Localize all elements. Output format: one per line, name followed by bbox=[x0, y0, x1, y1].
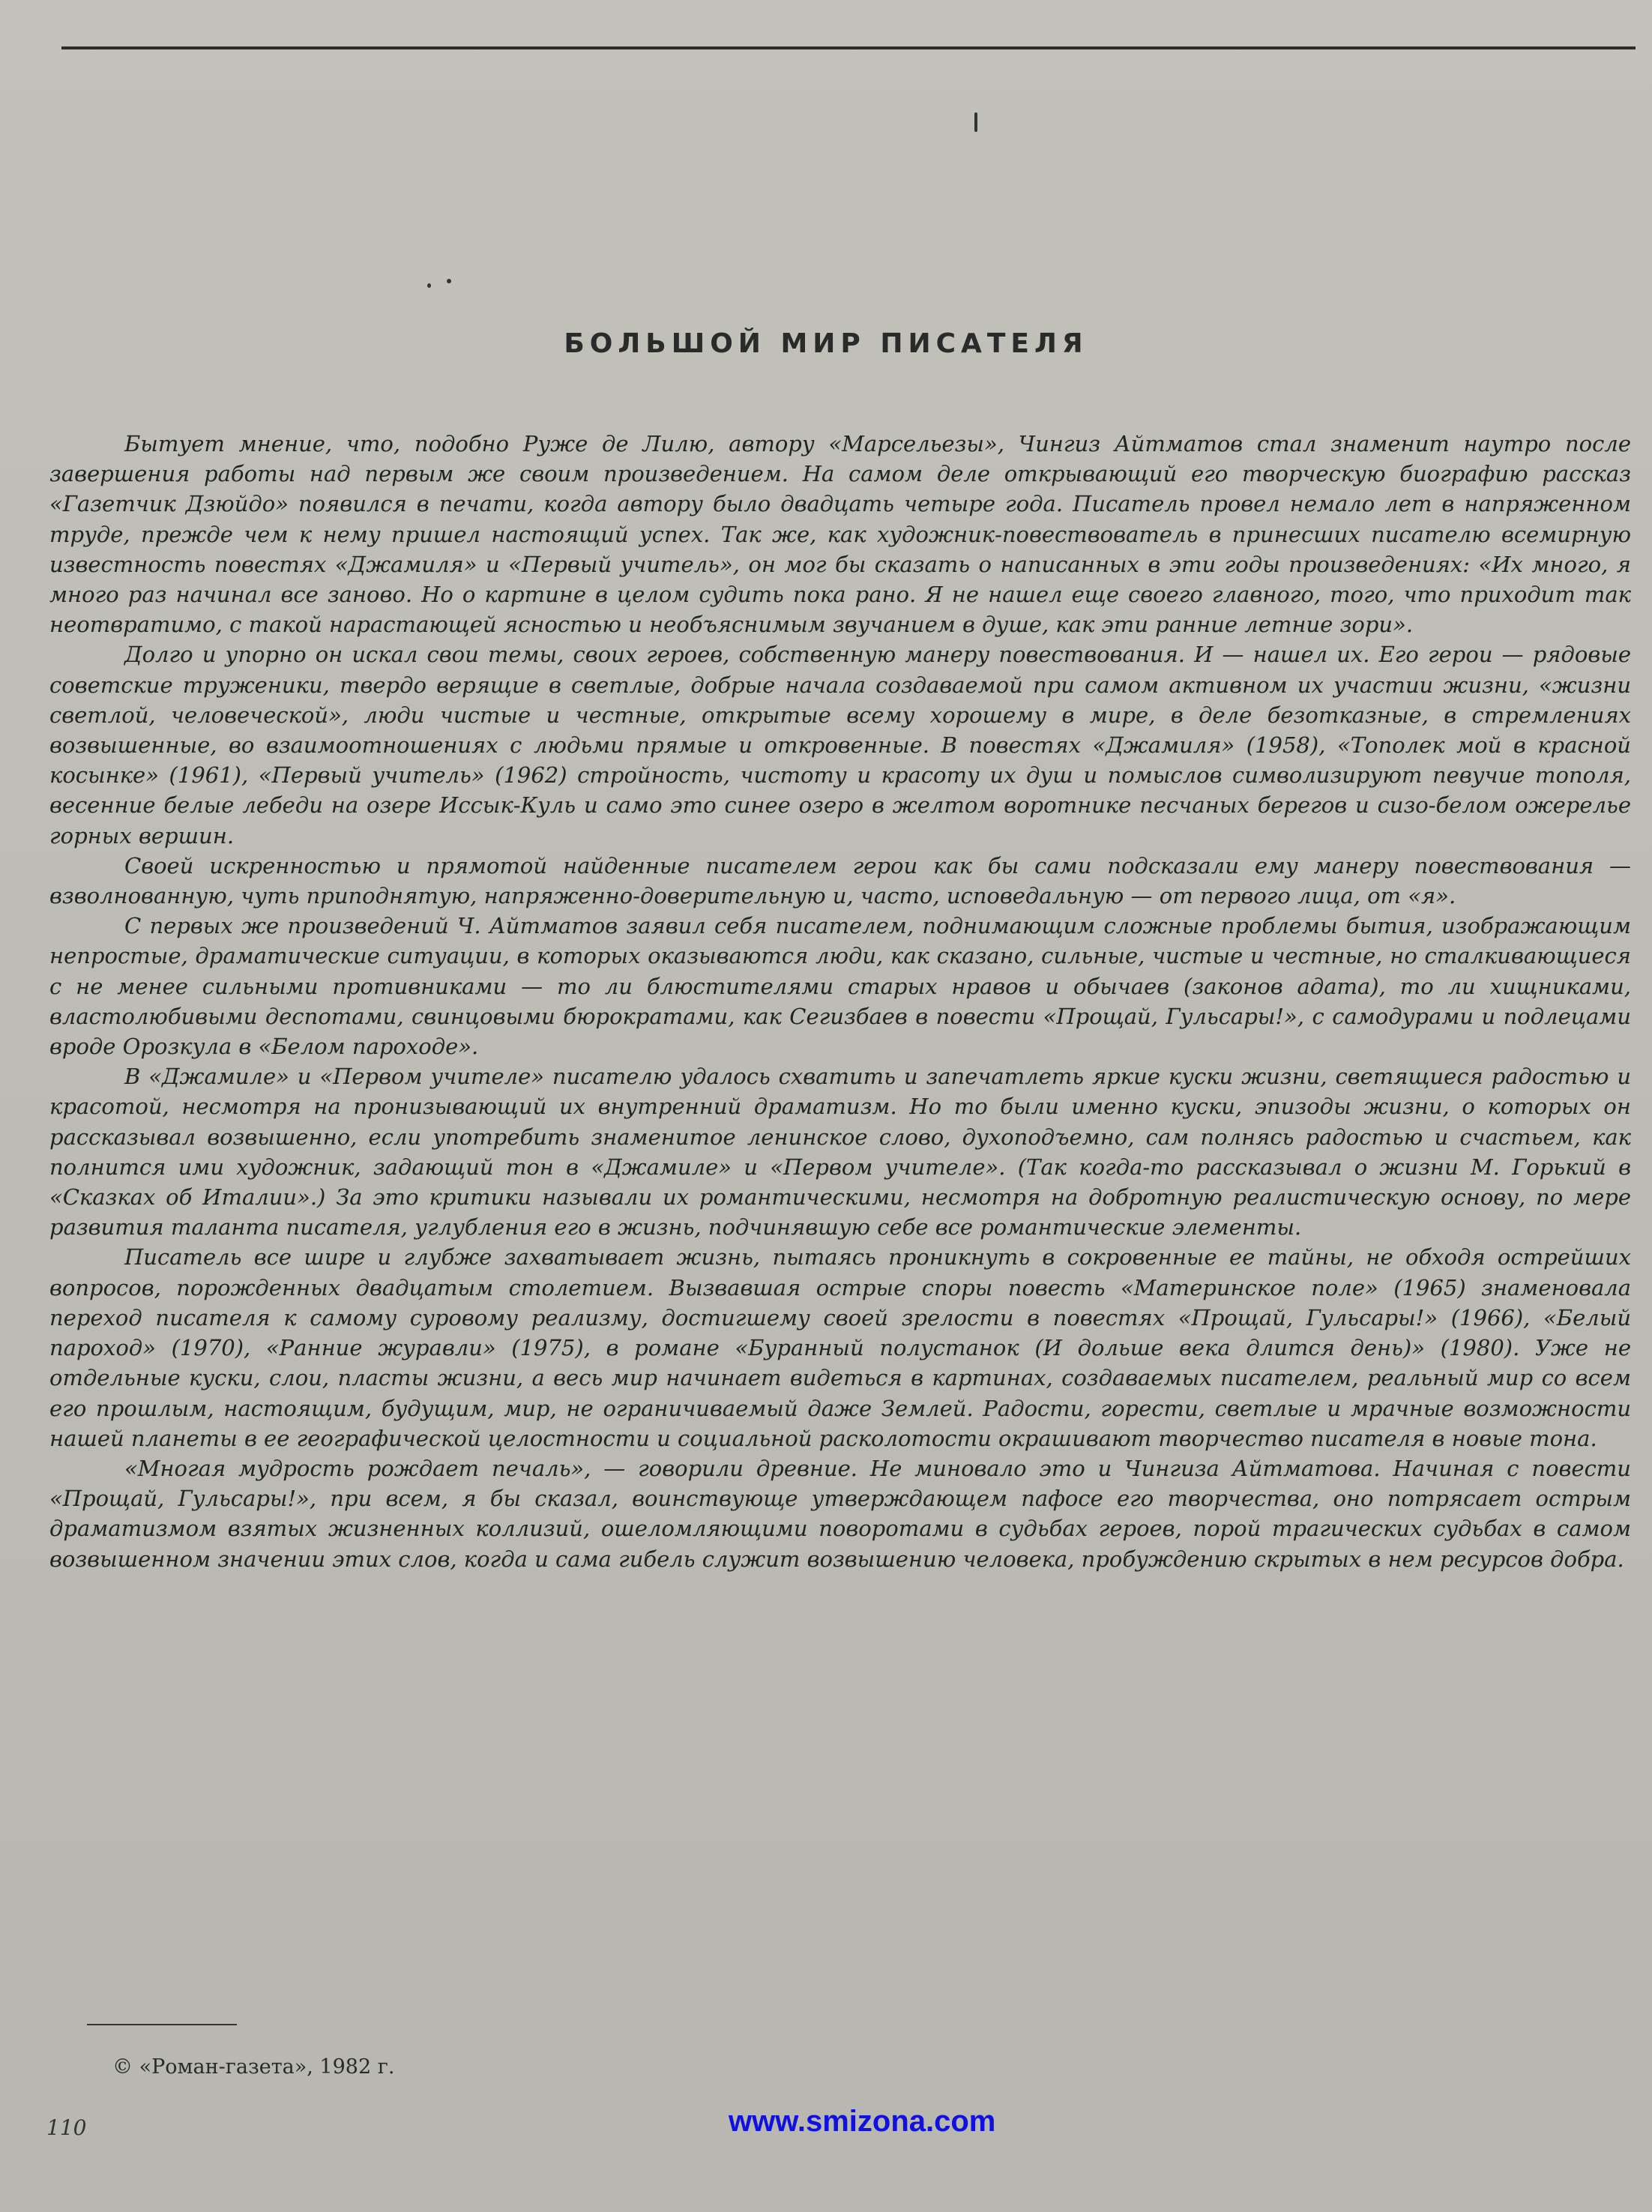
article-paragraph: В «Джамиле» и «Первом учителе» писателю удалось схватить и запечатлеть яркие куски жизни, светящиеся радостью и красотой, несмотря на пронизывающий их внутренний драматизм. Но то были именно куски, эпизоды жизни, о которых он рассказывал возвышенно, если употребить знаменитое ленинское слово, духоподъемно, сам полнясь радостью и счастьем, как полнится ими художник, задающий тон в «Джамиле» и «Первом учителе». (Так когда-то рассказывал о жизни М. Горький в «Сказках об Италии».) За это критики называли их романтическими, несмотря на добротную реалистическую основу, по мере развития таланта писателя, углубления его в жизнь, подчинявшую себе все романтические элементы. bbox=[49, 1064, 1631, 1241]
article-paragraph: С первых же произведений Ч. Айтматов заявил себя писателем, поднимающим сложные проблемы бытия, изображающим непростые, драматические ситуации, в которых оказываются люди, как сказано, сильные, чистые и честные, но сталкивающиеся с не менее сильными противниками — то ли блюстителями старых нравов и обычаев (законов адата), то ли хищниками, властолюбивыми деспотами, свинцовыми бюрократами, как Сегизбаев в повести «Прощай, Гульсары!», с самодурами и подлецами вроде Орозкула в «Белом пароходе». bbox=[49, 913, 1631, 1060]
website-link[interactable]: www.smizona.com bbox=[729, 2105, 996, 2138]
print-speck bbox=[974, 112, 977, 132]
article-paragraph: Своей искренностью и прямотой найденные писателем герои как бы сами подсказали ему манеру повествования — взволнованную, чуть приподнятую, напряженно-доверительную и, часто, исповедальную — от первого лица, от «я». bbox=[49, 852, 1631, 909]
copyright-note: © «Роман-газета», 1982 г. bbox=[112, 2055, 395, 2079]
article-body bbox=[49, 429, 1631, 1574]
article-headline: БОЛЬШОЙ МИР ПИСАТЕЛЯ bbox=[564, 328, 1088, 359]
footnote-rule bbox=[87, 2024, 237, 2025]
article-paragraph: Долго и упорно он искал свои темы, своих героев, собственную манеру повествования. И — нашел их. Его герои — рядовые советские труженики, твердо верящие в светлые, добрые начала создаваемой при самом активном их участии жизни, «жизни светлой, человеческой», люди чистые и честные, открытые всему хорошему в мире, в деле безотказные, в стремлениях возвышенные, во взаимоотношениях с людьми прямые и откровенные. В повестях «Джамиля» (1958), «Тополек мой в красной косынке» (1961), «Первый учитель» (1962) стройность, чистоту и красоту их душ и помыслов символизируют певучие тополя, весенние белые лебеди на озере Иссык-Куль и само это синее озеро в желтом воротнике песчаных берегов и сизо-белом ожерелье горных вершин. bbox=[49, 642, 1631, 849]
page-number: 110 bbox=[46, 2115, 87, 2140]
article-paragraph: «Многая мудрость рождает печаль», — говорили древние. Не миновало это и Чингиза Айтматова. Начиная с повести «Прощай, Гульсары!», при всем, я бы сказал, воинствующе утверждающем пафосе его творчества, оно потрясает острым драматизмом взятых жизненных коллизий, ошеломляющими поворотами в судьбах героев, порой трагических судьбах в самом возвышенном значении этих слов, когда и сама гибель служит возвышению человека, пробуждению скрытых в нем ресурсов добра. bbox=[49, 1455, 1631, 1572]
article-paragraph: Писатель все шире и глубже захватывает жизнь, пытаясь проникнуть в сокровенные ее тайны, не обходя острейших вопросов, порожденных двадцатым столетием. Вызвавшая острые споры повесть «Материнское поле» (1965) знаменовала переход писателя к самому суровому реализму, достигшему своей зрелости в повестях «Прощай, Гульсары!» (1966), «Белый пароход» (1970), «Ранние журавли» (1975), в романе «Буранный полустанок (И дольше века длится день)» (1980). Уже не отдельные куски, слои, пласты жизни, а весь мир начинает видеться в картинах, создаваемых писателем, реальный мир со всем его прошлым, настоящим, будущим, мир, не ограничиваемый даже Землей. Радости, горести, светлые и мрачные возможности нашей планеты в ее географической целостности и социальной расколотости окрашивают творчество писателя в новые тона. bbox=[49, 1244, 1631, 1451]
top-rule bbox=[61, 46, 1636, 49]
print-speck bbox=[447, 279, 451, 283]
article-paragraph: Бытует мнение, что, подобно Руже де Лилю, автору «Марсельезы», Чингиз Айтматов стал знаменит наутро после завершения работы над первым же своим произведением. На самом деле открывающий его творческую биографию рассказ «Газетчик Дзюйдо» появился в печати, когда автору было двадцать четыре года. Писатель провел немало лет в напряженном труде, прежде чем к нему пришел настоящий успех. Так же, как художник-повествователь в принесших писателю всемирную известность повестях «Джамиля» и «Первый учитель», он мог бы сказать о написанных в эти годы произведениях: «Их много, я много раз начинал все заново. Но о картине в целом судить пока рано. Я не нашел еще своего главного, того, что приходит так неотвратимо, с такой нарастающей ясностью и необъяснимым звучанием в душе, как эти ранние летние зори». bbox=[49, 431, 1631, 638]
print-speck bbox=[427, 283, 431, 288]
